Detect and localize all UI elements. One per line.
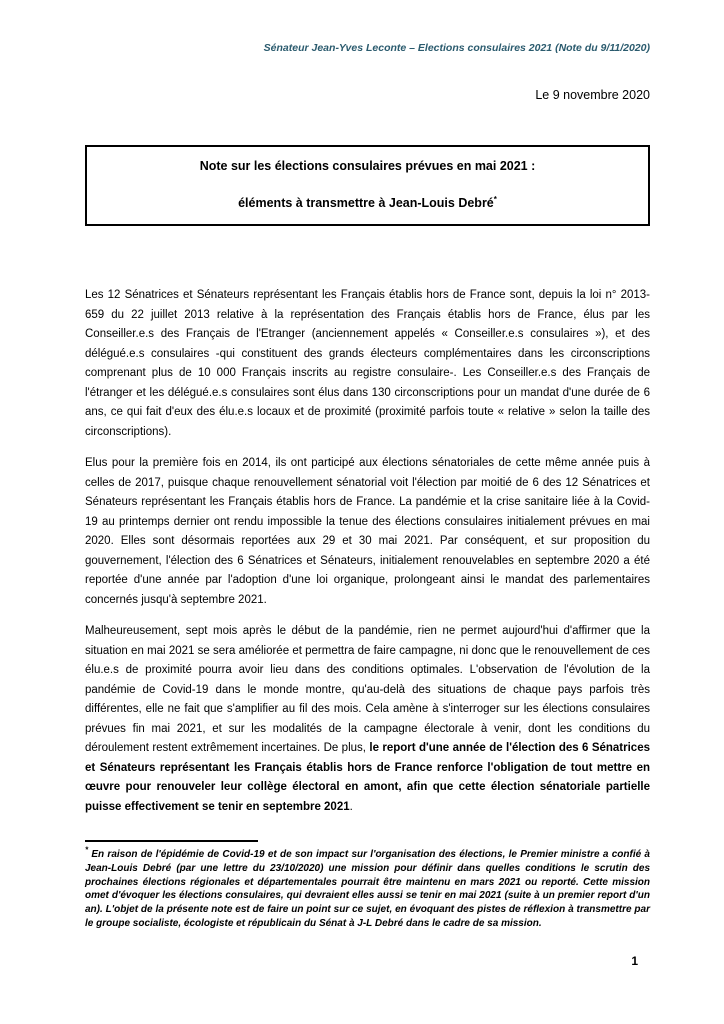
footnote-separator [85, 840, 258, 842]
document-body [85, 286, 650, 817]
paragraph-1: Les 12 Sénatrices et Sénateurs représentant les Français établis hors de France sont, depuis la loi n° 2013-659 du 22 juillet 2013 relative à la représentation des Français établis hors de France, élus par les Conseiller.e.s des Français de l'Etranger (anciennement appelés « Conseiller.e.s consulaires »), et des délégué.e.s consulaires -qui constituent des grands électeurs complémentaires dans les circonscriptions comprenant plus de 10 000 Français inscrits au registre consulaire-. Les Conseiller.e.s des Français de l'étranger et les délégué.e.s consulaires sont élus dans 130 circonscriptions pour un mandat d'une durée de 6 ans, ce qui fait d'eux des élu.e.s locaux et de proximité (proximité parfois toute « relative » selon la taille des circonscriptions). [85, 289, 650, 438]
footnote-marker: * [85, 845, 89, 855]
paragraph-2: Elus pour la première fois en 2014, ils ont participé aux élections sénatoriales de cette même année puis à celles de 2017, puisque chaque renouvellement sénatorial voit l'élection par moitié de 6 des 12 Sénatrices et Sénateurs représentant les Français établis hors de France. La pandémie et la crise sanitaire liée à la Covid-19 au printemps dernier ont rendu impossible la tenue des élections consulaires initialement prévues en mai 2020. Elles sont désormais reportées aux 29 et 30 mai 2021. Par conséquent, et sur proposition du gouvernement, l'élection des 6 Sénatrices et Sénateurs, initialement renouvelables en septembre 2020 a été reportée d'une année par l'adoption d'une loi organique, prolongeant ainsi le mandat des parlementaires concernés jusqu'à septembre 2021. [85, 457, 650, 606]
header-byline: Sénateur Jean-Yves Leconte – Elections consulaires 2021 (Note du 9/11/2020) [263, 42, 650, 54]
title-line-2 [93, 195, 642, 211]
title-line-2-text: éléments à transmettre à Jean-Louis Debré [238, 196, 494, 210]
paragraph-3 [85, 622, 650, 817]
title-box [85, 145, 650, 226]
paragraph-3-end: . [349, 800, 353, 813]
title-line-1: Note sur les élections consulaires prévues en mai 2021 : [199, 159, 536, 173]
page-number: 1 [631, 954, 638, 968]
document-date: Le 9 novembre 2020 [535, 88, 650, 102]
footnote [85, 845, 650, 931]
paragraph-3-bold-text: le report d'une année de l'élection des 6 Sénatrices et Sénateurs représentant les Français établis hors de France renforce l'obligation de tout mettre en œuvre pour renouveler leur collège électoral en amont, afin que cette élection sénatoriale partielle puisse effectivement se tenir en septembre 2021 [85, 742, 650, 813]
title-footnote-marker: * [493, 194, 497, 204]
paragraph-3-normal-text: Malheureusement, sept mois après le début de la pandémie, rien ne permet aujourd'hui d'affirmer que la situation en mai 2021 se sera améliorée et permettra de faire campagne, ni donc que le renouvellement de ces élu.e.s de proximité pourra avoir lieu dans des conditions optimales. L'observation de l'évolution de la pandémie de Covid-19 dans le monde montre, qu'au-delà des situations de chaque pays parfois très différentes, elle ne fait que s'amplifier au fil des mois. Cela amène à s'interroger sur les élections consulaires prévues fin mai 2021, et sur les modalités de la campagne électorale à venir, dont les conditions du déroulement restent extrêmement incertaines. De plus, [85, 625, 650, 754]
footnote-text: En raison de l'épidémie de Covid-19 et de son impact sur l'organisation des élections, le Premier ministre a confié à Jean-Louis Debré (par une lettre du 23/10/2020) une mission pour définir dans quelles conditions le scrutin des prochaines élections régionales et départementales pourrait être maintenu en mars 2021 ou reporté. Cette mission omet d'évoquer les élections consulaires, qui devraient elles aussi se tenir en mai 2021 (suite à un premier report d'un an). L'objet de la présente note est de faire un point sur ce sujet, en évoquant des pistes de réflexion à transmettre par le groupe socialiste, écologiste et républicain du Sénat à J-L Debré dans le cadre de sa mission. [85, 849, 650, 929]
